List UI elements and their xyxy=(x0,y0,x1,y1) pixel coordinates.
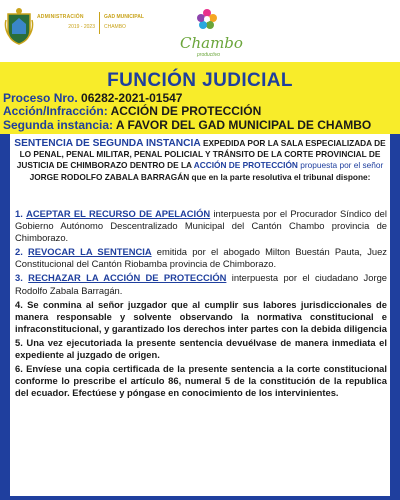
gad-label xyxy=(104,14,144,30)
municipal-shield-logo xyxy=(4,6,34,46)
administration-label xyxy=(37,14,95,30)
item-text: interpuesta por el Procurador Síndico del Gobierno Autónomo Descentralizado Municipal del Cantón Chambo provincia de Chimborazo. xyxy=(15,208,387,244)
list-item xyxy=(15,272,387,296)
list-item xyxy=(15,299,387,335)
item-heading: ACEPTAR EL RECURSO DE APELACIÓN xyxy=(26,208,211,219)
instance-label: Segunda instancia: xyxy=(3,118,114,132)
intro-lead: SENTENCIA DE SEGUNDA INSTANCIA xyxy=(14,138,201,149)
intro-part3: propuesta por el señor xyxy=(297,160,384,171)
gad-subtitle: CHAMBO xyxy=(104,24,126,30)
instance-value: A FAVOR DEL GAD MUNICIPAL DE CHAMBO xyxy=(115,118,372,132)
chambo-brand: Chambo xyxy=(180,34,243,52)
intro-part2: ACCIÓN DE PROTECCIÓN xyxy=(193,160,298,171)
list-item xyxy=(15,337,387,361)
chambo-brand-subtitle: productivo xyxy=(197,52,221,58)
header-bar xyxy=(0,0,400,62)
item-number: 5. xyxy=(15,336,23,348)
gad-title: GAD MUNICIPAL xyxy=(104,14,144,20)
item-heading: RECHAZAR LA ACCIÓN DE PROTECCIÓN xyxy=(28,272,227,284)
sentence-intro xyxy=(9,138,391,183)
resolution-list xyxy=(15,208,387,401)
action-row xyxy=(3,104,261,118)
list-item xyxy=(15,208,387,244)
instance-row xyxy=(3,118,371,132)
item-text: Una vez ejecutoriada la presente sentencia devuélvase de manera inmediata el expediente al juzgado de origen. xyxy=(15,336,387,361)
header-divider xyxy=(99,12,100,34)
administration-title: ADMINISTRACIÓN xyxy=(37,14,84,20)
list-item xyxy=(15,363,387,399)
chambo-flower-icon xyxy=(196,8,218,30)
action-label: Acción/Infracción: xyxy=(3,104,108,118)
list-item xyxy=(15,246,387,270)
intro-part1: EXPEDIDA POR LA SALA ESPECIALIZADA DE LO PENAL, PENAL MILITAR, PENAL POLICIAL Y TRÁNSITO DE LA CORTE PROVINCIAL DE JUSTICIA DE CHIMBORAZO DENTRO DE LA xyxy=(16,138,386,171)
action-value: ACCIÓN DE PROTECCIÓN xyxy=(110,104,262,118)
item-text: Se conmina al señor juzgador que al cumplir sus labores jurisdiccionales de manera responsable y solvente observando la normativa constitucional e infraconstitucional, y garantizado los derechos inter partes con la debida diligencia xyxy=(15,298,387,334)
item-number: 2. xyxy=(15,246,23,258)
process-label: Proceso Nro. xyxy=(3,91,78,105)
intro-part4: JORGE RODOLFO ZABALA BARRAGÁN que en la parte resolutiva el tribunal dispone: xyxy=(29,171,371,182)
administration-years: 2019 - 2023 xyxy=(68,24,95,30)
item-number: 3. xyxy=(15,272,23,284)
item-text: Envíese una copia certificada de la presente sentencia a la corte constitucional conforme lo prescribe el artículo 86, numeral 5 de la constitución de la republica del ecuador. Efectúese y póngase en conocimiento de los intervinientes. xyxy=(15,363,387,399)
page-title: FUNCIÓN JUDICIAL xyxy=(107,70,293,91)
item-number: 4. xyxy=(15,298,23,310)
item-text: interpuesta por el ciudadano Jorge Rodolfo Zabala Barragán. xyxy=(15,272,388,296)
process-row xyxy=(3,91,182,105)
process-value: 06282-2021-01547 xyxy=(81,91,183,105)
item-heading: REVOCAR LA SENTENCIA xyxy=(28,246,152,258)
item-number: 1. xyxy=(15,208,23,219)
item-text: emitida por el abogado Milton Buestán Pauta, Juez Constitucional del Cantón Riobamba provincia de Chimborazo. xyxy=(15,246,387,270)
item-number: 6. xyxy=(15,363,23,375)
